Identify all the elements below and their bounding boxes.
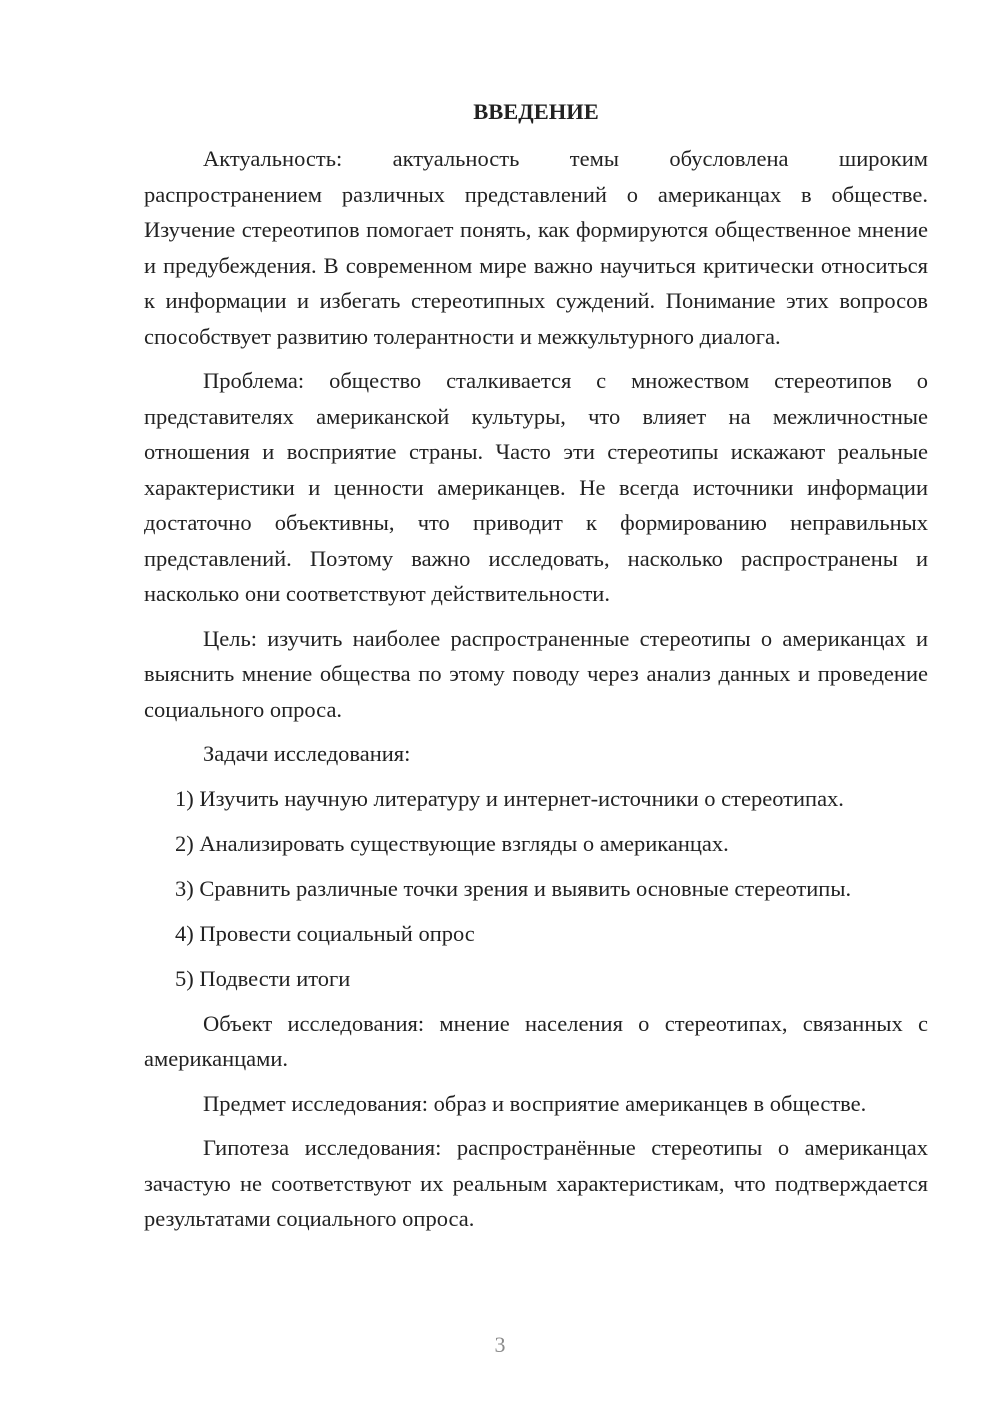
paragraph-subject: Предмет исследования: образ и восприятие американцев в обществе.	[203, 1090, 867, 1116]
paragraph-hypothesis: Гипотеза исследования: распространённые стереотипы о американцах зачастую не соответствуют их реальным характеристикам, что подтверждается результатами социального опроса.	[144, 1135, 928, 1231]
paragraph-object: Объект исследования: мнение населения о стереотипах, связанных с американцами.	[144, 1010, 928, 1071]
paragraph-relevance: Актуальность: актуальность темы обусловлена широким распространением различных представлений о американцах в обществе. Изучение стереотипов помогает понять, как формируются общественное мнение и предубеждения. В современном мире важно научиться критически относиться к информации и избегать стереотипных суждений. Понимание этих вопросов способствует развитию толерантности и межкультурного диалога.	[144, 146, 928, 349]
paragraph-goal: Цель: изучить наиболее распространенные стереотипы о американцах и выяснить мнение общества по этому поводу через анализ данных и проведение социального опроса.	[144, 625, 928, 722]
tasks-list	[144, 781, 928, 997]
paragraph-problem: Проблема: общество сталкивается с множеством стереотипов о представителях американской культуры, что влияет на межличностные отношения и восприятие страны. Часто эти стереотипы искажают реальные характеристики и ценности американцев. Не всегда источники информации достаточно объективны, что приводит к формированию неправильных представлений. Поэтому важно исследовать, насколько распространены и насколько они соответствуют действительности.	[144, 368, 928, 606]
tasks-heading: Задачи исследования:	[203, 741, 411, 766]
task-item: 2) Анализировать существующие взгляды о американцах.	[175, 830, 729, 856]
page-number: 3	[494, 1332, 506, 1357]
task-item: 1) Изучить научную литературу и интернет-источники о стереотипах.	[175, 785, 844, 811]
task-item: 3) Сравнить различные точки зрения и выявить основные стереотипы.	[175, 875, 852, 901]
page-title: ВВЕДЕНИЕ	[473, 99, 599, 124]
task-item: 5) Подвести итоги	[175, 965, 351, 991]
task-item: 4) Провести социальный опрос	[175, 920, 475, 946]
page-body	[144, 94, 928, 1237]
